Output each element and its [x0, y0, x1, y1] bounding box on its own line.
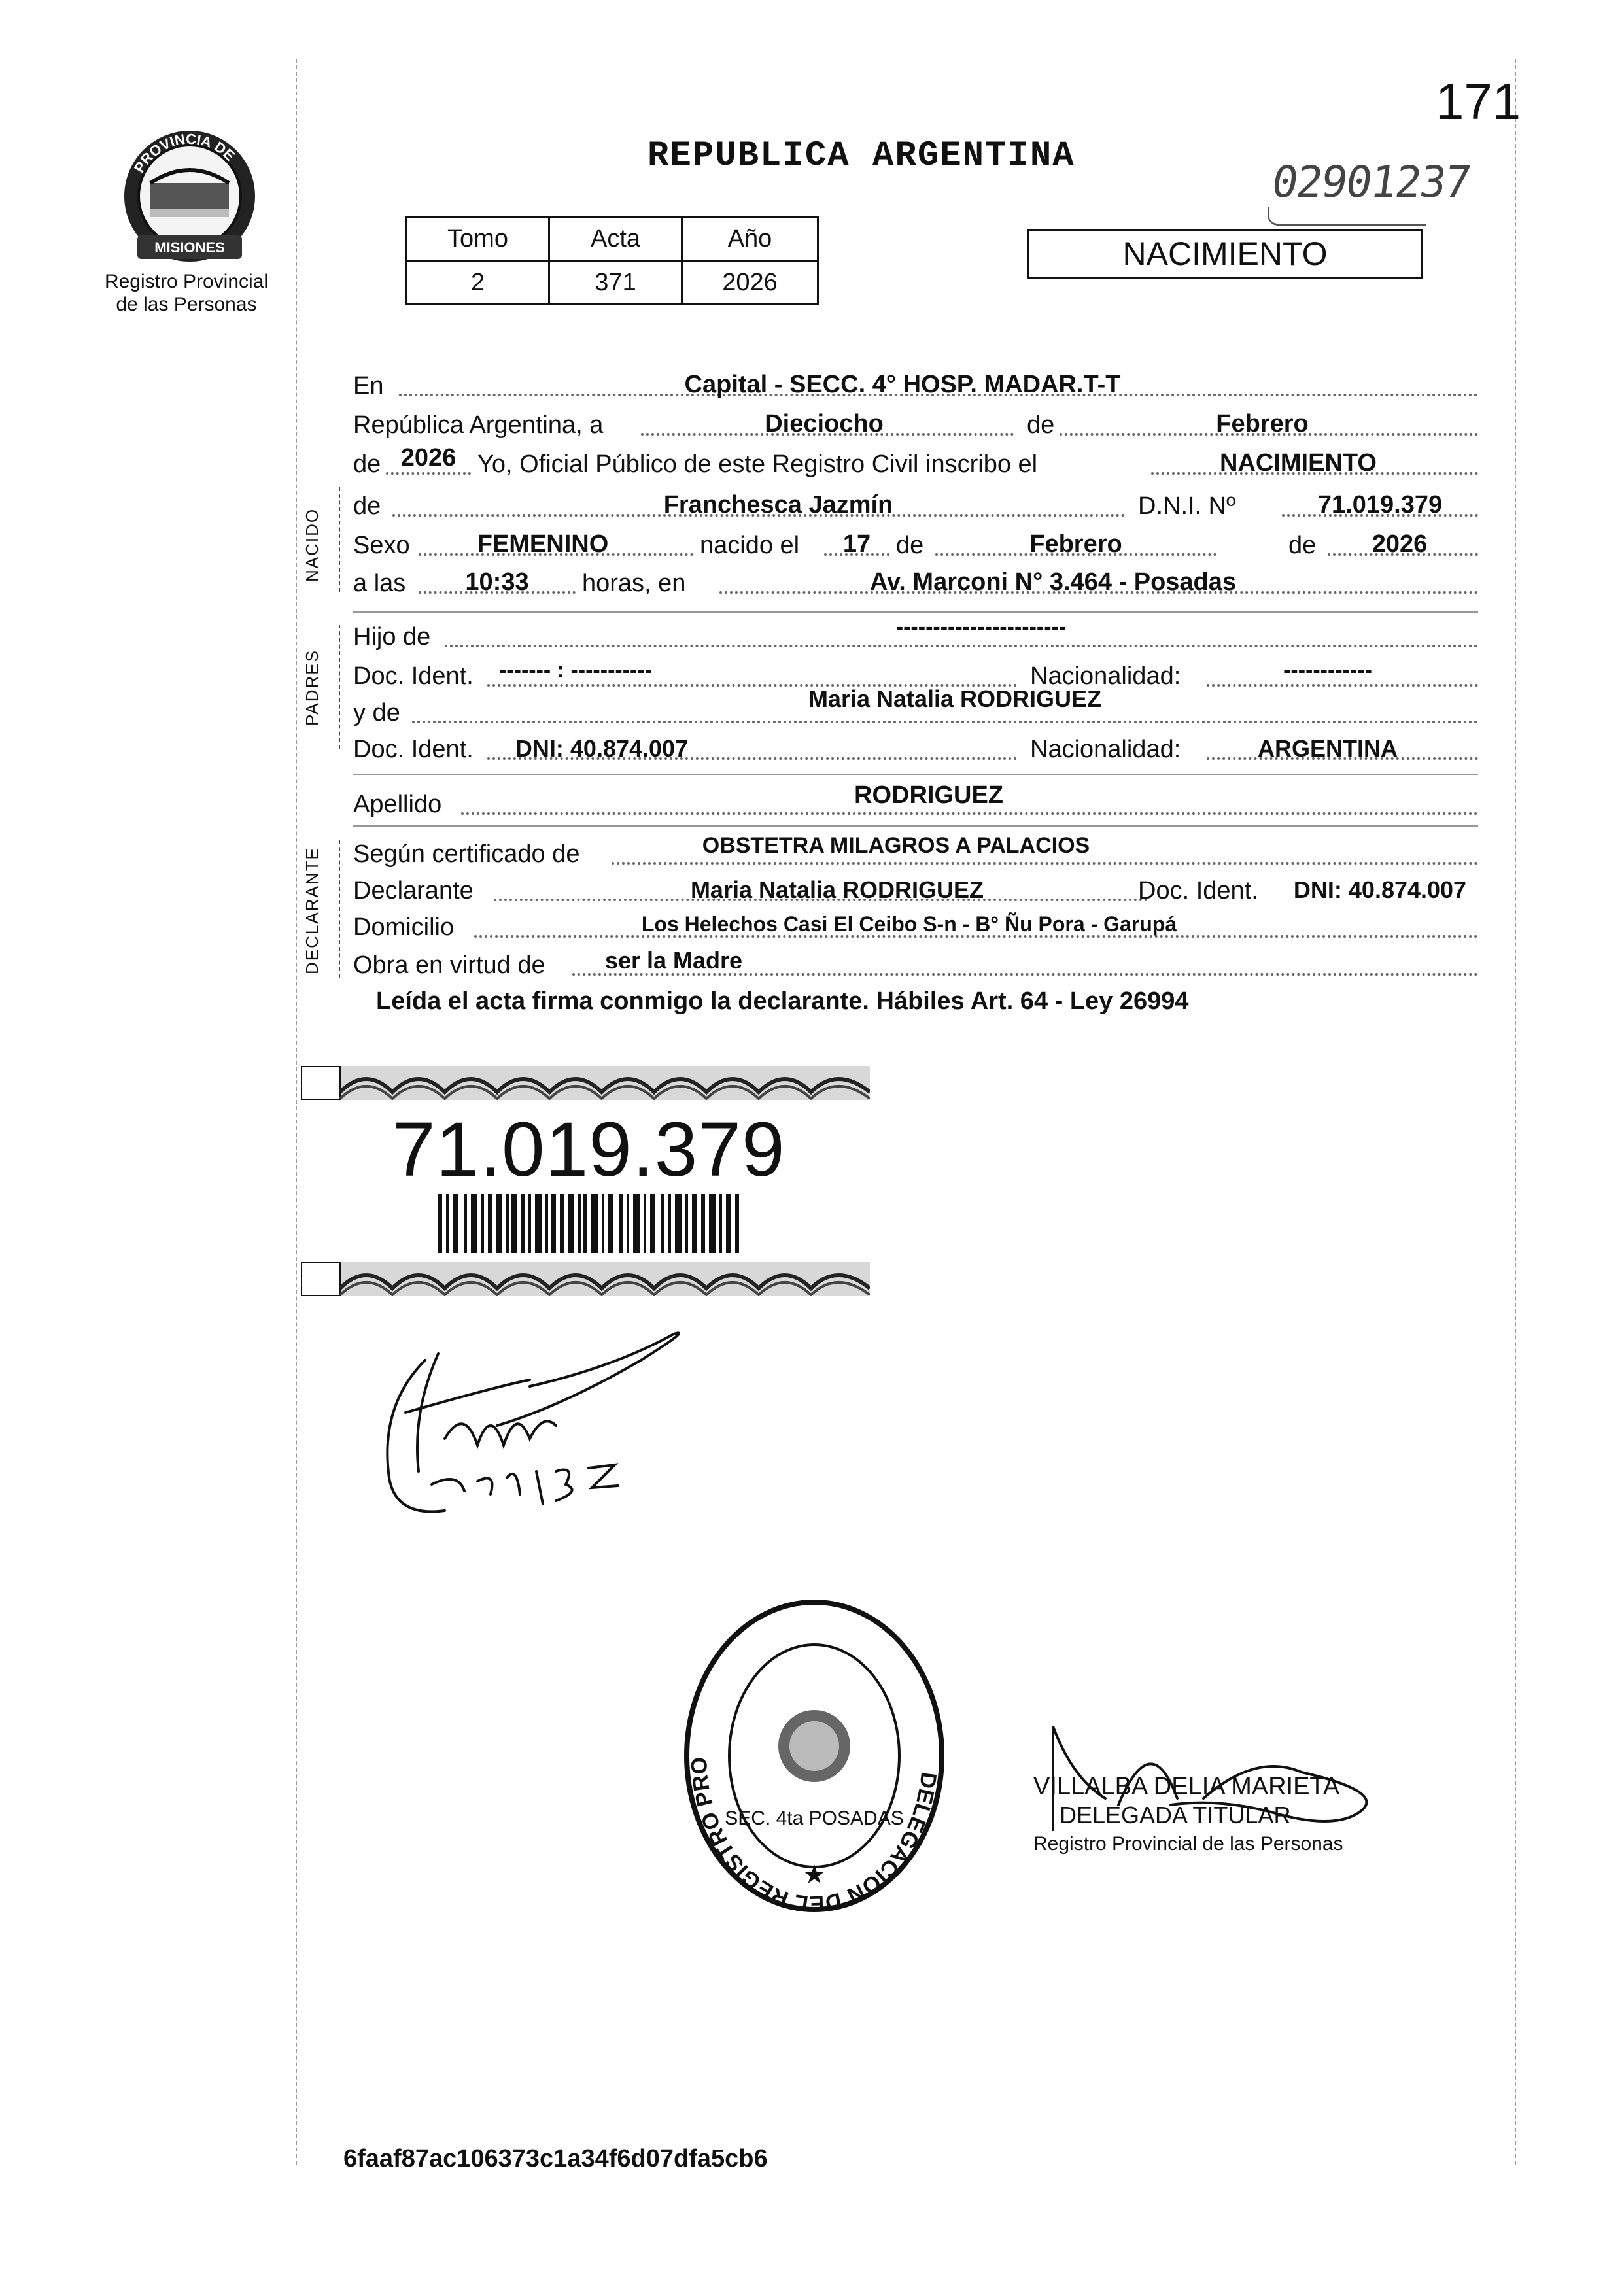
row-certificado [353, 832, 1478, 874]
svg-text:MISIONES: MISIONES [154, 239, 225, 256]
row-sexo [353, 523, 1478, 565]
record-type-box: NACIMIENTO [1027, 229, 1423, 279]
svg-text:SEC. 4ta POSADAS: SEC. 4ta POSADAS [725, 1808, 904, 1829]
label-domicilio: Domicilio [353, 914, 455, 941]
row-obra [353, 943, 1478, 985]
label-nacionalidad-madre: Nacionalidad: [1030, 736, 1181, 763]
rule-padres [353, 774, 1478, 775]
value-apellido: RODRIGUEZ [854, 781, 1003, 809]
value-acto: NACIMIENTO [1220, 449, 1377, 477]
section-line-declarante [339, 840, 340, 978]
dni-large: 71.019.379 [392, 1106, 785, 1193]
label-nacido-el: nacido el [700, 532, 800, 559]
value-declarante: Maria Natalia RODRIGUEZ [690, 876, 984, 903]
value-dni: 71.019.379 [1317, 491, 1443, 519]
serial-number: 02901237 [1268, 157, 1474, 207]
value-nac-mes: Febrero [1029, 530, 1122, 558]
value-nac-dia: 17 [842, 530, 871, 558]
label-doc-ident-madre: Doc. Ident. [353, 736, 474, 763]
value-lugar-nac: Av. Marconi N° 3.464 - Posadas [869, 568, 1237, 596]
label-y-de: y de [353, 699, 400, 727]
row-apellido [353, 782, 1478, 824]
value-anio: 2026 [400, 444, 457, 471]
delegate-name: VILLALBA DELIA MARIETA [1033, 1773, 1340, 1800]
value-dia-letras: Dieciocho [765, 410, 884, 437]
label-oficial: Yo, Oficial Público de este Registro Civil inscribo el [477, 451, 1038, 478]
section-line-nacido [339, 487, 340, 592]
document-title: REPUBLICA ARGENTINA [647, 136, 1075, 176]
label-segun: Según certificado de [353, 840, 580, 868]
dots [1207, 684, 1478, 687]
value-lugar: Capital - SECC. 4° HOSP. MADAR.T-T [684, 371, 1121, 398]
label-de-year: de [353, 451, 381, 478]
value-certificado: OBSTETRA MILAGROS A PALACIOS [702, 833, 1090, 858]
value-padre-doc: ------- : ----------- [498, 658, 652, 683]
label-obra: Obra en virtud de [353, 951, 545, 979]
th-acta: Acta [549, 217, 682, 261]
dots [612, 862, 1478, 865]
security-band-top [301, 1066, 870, 1100]
label-dni: D.N.I. Nº [1138, 492, 1235, 520]
label-doc-ident: Doc. Ident. [353, 662, 474, 690]
label-de-anio: de [1288, 532, 1317, 559]
row-madre [353, 685, 1478, 732]
value-nac-anio: 2026 [1372, 530, 1428, 558]
value-sexo: FEMENINO [477, 530, 609, 558]
registry-subtitle: de las Personas [116, 294, 257, 315]
record-table [406, 216, 819, 305]
row-hora [353, 561, 1478, 603]
dots [386, 472, 471, 475]
section-label-padres: PADRES [302, 649, 322, 726]
row-lugar [353, 364, 1478, 405]
value-mes: Febrero [1216, 410, 1309, 437]
td-acta: 371 [549, 261, 682, 305]
delegate-org: Registro Provincial de las Personas [1033, 1833, 1343, 1855]
dots [461, 812, 1478, 815]
label-de-mes: de [1027, 411, 1055, 439]
page-number: 171 [1436, 73, 1521, 130]
row-declarante [353, 868, 1478, 910]
value-madre: Maria Natalia RODRIGUEZ [808, 685, 1102, 712]
registry-name: Registro Provincial [104, 271, 269, 292]
label-de-dia: de [896, 532, 924, 559]
province-seal-icon [111, 118, 268, 275]
left-margin-line [296, 59, 297, 2165]
row-hijo [353, 615, 1478, 657]
dots [445, 645, 1478, 647]
label-de-nombre: de [353, 492, 381, 520]
document-hash: 6faaf87ac106373c1a34f6d07dfa5cb6 [343, 2145, 768, 2172]
svg-text:DELEGACION DEL REGISTRO PROVIN: DELEGACION DEL REGISTRO PRO [686, 1756, 941, 1916]
section-line-padres [339, 625, 340, 749]
label-en: En [353, 372, 384, 400]
th-tomo: Tomo [407, 217, 549, 261]
security-band-bottom [301, 1262, 870, 1296]
closing-note: Leída el acta firma conmigo la declarante. Hábiles Art. 64 - Ley 26994 [376, 987, 1189, 1015]
dots [412, 721, 1478, 723]
label-nacionalidad: Nacionalidad: [1030, 662, 1181, 690]
row-domicilio [353, 905, 1478, 947]
label-horas-en: horas, en [582, 570, 686, 597]
official-stamp-icon [680, 1596, 948, 1916]
td-anio: 2026 [682, 261, 818, 305]
svg-text:★: ★ [802, 1860, 826, 1890]
th-anio: Año [682, 217, 818, 261]
label-doc-ident-declarante: Doc. Ident. [1138, 877, 1258, 904]
registry-caption [59, 270, 314, 316]
label-a-las: a las [353, 570, 406, 597]
value-obra: ser la Madre [604, 947, 743, 974]
value-madre-nac: ARGENTINA [1258, 735, 1398, 762]
right-margin-line [1515, 59, 1516, 2165]
section-label-declarante: DECLARANTE [302, 847, 322, 974]
row-fecha [353, 403, 1478, 445]
section-label-nacido: NACIDO [302, 507, 322, 582]
rule-nacido [353, 611, 1478, 613]
label-declarante: Declarante [353, 877, 474, 904]
delegate-role: DELEGADA TITULAR [1060, 1802, 1291, 1828]
declarant-signature-icon [366, 1314, 706, 1530]
label-republica: República Argentina, a [353, 411, 604, 439]
rule-apellido [353, 825, 1478, 827]
value-hora: 10:33 [465, 568, 529, 596]
value-padre-nac: ------------ [1283, 658, 1372, 683]
value-domicilio: Los Helechos Casi El Ceibo S-n - B° Ñu Pora - Garupá [641, 912, 1177, 936]
row-nombre [353, 484, 1478, 526]
value-madre-doc: DNI: 40.874.007 [515, 735, 689, 762]
serial-underline [1268, 207, 1426, 226]
td-tomo: 2 [407, 261, 549, 305]
svg-text:PROVINCIA DE: PROVINCIA DE [131, 130, 239, 176]
value-padre: ----------------------- [895, 615, 1067, 640]
value-declarante-doc: DNI: 40.874.007 [1293, 876, 1467, 903]
row-doc-madre [353, 727, 1478, 769]
delegate-block [1033, 1772, 1343, 1859]
value-nombre: Franchesca Jazmín [663, 491, 893, 519]
barcode-icon [438, 1194, 739, 1253]
label-hijo-de: Hijo de [353, 623, 431, 651]
row-oficial [353, 442, 1478, 484]
label-apellido: Apellido [353, 791, 442, 818]
label-sexo: Sexo [353, 532, 410, 559]
